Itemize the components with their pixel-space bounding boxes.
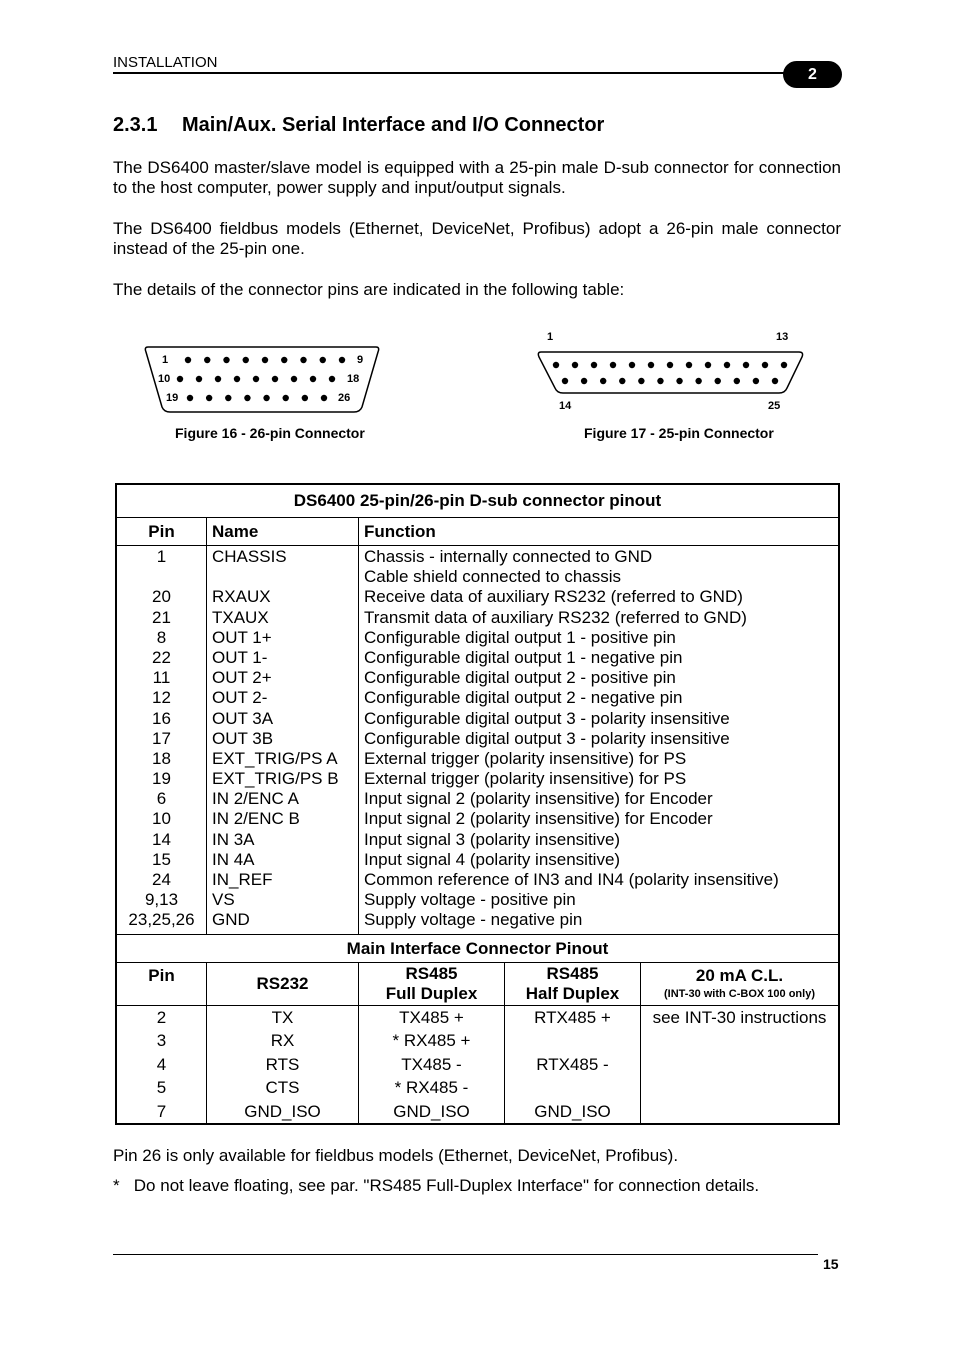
table-cell-name: EXT_TRIG/PS A xyxy=(212,748,338,768)
connector-pin-dot xyxy=(562,378,568,384)
figure-16-caption: Figure 16 - 26-pin Connector xyxy=(175,425,365,441)
table-cell-pin: 14 xyxy=(152,829,171,849)
main-cell-half: RTX485 - xyxy=(536,1054,609,1074)
connector-pin-dot xyxy=(724,362,730,368)
main-cell-rs232: RTS xyxy=(265,1054,300,1074)
main-header-rs485-full xyxy=(359,962,505,1005)
connector-pin-dot xyxy=(686,362,692,368)
connector-pin-dot xyxy=(283,395,289,401)
note-pin-26: Pin 26 is only available for fieldbus models (Ethernet, DeviceNet, Profibus). xyxy=(113,1146,679,1165)
main-rs232-column xyxy=(207,1005,359,1124)
main-cell-full: GND_ISO xyxy=(393,1101,470,1121)
table-cell-function: Configurable digital output 2 - negative pin xyxy=(364,688,683,708)
main-cell-cl: see INT-30 instructions xyxy=(652,1007,827,1027)
table-cell-pin: 21 xyxy=(152,607,171,627)
table-cell-pin: 8 xyxy=(156,627,167,647)
table-cell-function: Receive data of auxiliary RS232 (referred to GND) xyxy=(364,587,743,607)
main-header-rs232: RS232 xyxy=(207,962,359,1005)
connector-pin-dot xyxy=(581,378,587,384)
table-cell-pin: 20 xyxy=(152,587,171,607)
column-header-pin: Pin xyxy=(116,518,207,546)
connector-pin-dot xyxy=(215,376,221,382)
connector-pin-dot xyxy=(715,378,721,384)
connector-pin-dot xyxy=(705,362,711,368)
pin-label-18: 18 xyxy=(347,373,360,385)
table-cell-function: Cable shield connected to chassis xyxy=(364,567,622,587)
main-cell-cl xyxy=(641,1076,838,1100)
main-cell-half xyxy=(505,1029,640,1053)
paragraph-2: The DS6400 fieldbus models (Ethernet, DeviceNet, Profibus) adopt a 26-pin male connector instead of the 25-pin one. xyxy=(113,219,841,258)
table-cell-pin: 10 xyxy=(152,809,171,829)
connector-pin-dot xyxy=(310,376,316,382)
connector-pin-dot xyxy=(320,357,326,363)
paragraph-3: The details of the connector pins are indicated in the following table: xyxy=(113,280,625,299)
connector-pin-dot xyxy=(638,378,644,384)
main-cell-half xyxy=(505,1076,640,1100)
connector-pin-dot xyxy=(667,362,673,368)
table-cell-function: Configurable digital output 3 - polarity insensitive xyxy=(364,708,730,728)
main-cell-cl xyxy=(641,1100,838,1124)
table-cell-pin: 24 xyxy=(152,870,171,889)
table-cell-pin: 1 xyxy=(156,547,167,566)
rs485-half-line1: RS485 xyxy=(546,963,599,983)
table-cell-name: OUT 3A xyxy=(212,708,274,728)
table-cell-name: CHASSIS xyxy=(212,547,287,566)
table-cell-name: EXT_TRIG/PS B xyxy=(212,769,339,789)
main-cell-pin: 2 xyxy=(156,1007,167,1027)
pin-label-26: 26 xyxy=(338,392,351,404)
table-cell-name: VS xyxy=(212,890,235,910)
table-cell-name: IN 3A xyxy=(212,829,255,849)
table-cell-function: Input signal 4 (polarity insensitive) xyxy=(364,849,621,869)
connector-pin-dot xyxy=(225,395,231,401)
connector-pin-dot xyxy=(329,376,335,382)
table-cell-pin: 22 xyxy=(152,647,171,667)
table-cell-pin: 18 xyxy=(152,748,171,768)
pin-label-9: 9 xyxy=(357,354,364,366)
table-cell-pin: 17 xyxy=(152,728,171,748)
connector-pin-dot xyxy=(629,362,635,368)
pin-label-1: 1 xyxy=(162,354,169,366)
table-cell-name: IN 4A xyxy=(212,849,255,869)
section-title: Main/Aux. Serial Interface and I/O Connector xyxy=(182,114,605,136)
pin-label-1: 1 xyxy=(547,331,554,343)
main-cell-pin: 3 xyxy=(156,1031,167,1051)
table-cell-name: TXAUX xyxy=(212,607,269,627)
connector-pin-dot xyxy=(734,378,740,384)
pin-column xyxy=(116,546,207,935)
note-rs485-floating: * Do not leave floating, see par. "RS485 Full-Duplex Interface" for connection details. xyxy=(113,1176,760,1195)
table-cell-name: GND xyxy=(212,910,250,930)
connector-pin-dot xyxy=(204,357,210,363)
connector-pin-dot xyxy=(263,395,269,401)
table-cell-function: Common reference of IN3 and IN4 (polarity insensitive) xyxy=(364,870,779,889)
main-cell-rs232: GND_ISO xyxy=(244,1101,321,1121)
column-header-name: Name xyxy=(207,518,359,546)
connector-pin-dot xyxy=(753,378,759,384)
table-cell-function: External trigger (polarity insensitive) for PS xyxy=(364,769,687,789)
table-cell-pin: 12 xyxy=(152,688,171,708)
connector-pin-dot xyxy=(243,357,249,363)
table-cell-function: Supply voltage - negative pin xyxy=(364,910,583,930)
connector-pin-dot xyxy=(619,378,625,384)
main-cell-pin: 7 xyxy=(156,1101,167,1121)
footer-rule xyxy=(113,1254,818,1255)
main-cell-cl xyxy=(641,1029,838,1053)
table-cell-function: Input signal 3 (polarity insensitive) xyxy=(364,829,621,849)
table-cell-function: Configurable digital output 1 - positive pin xyxy=(364,627,676,647)
pinout-table xyxy=(115,483,840,1125)
table-cell-name: IN_REF xyxy=(212,870,273,889)
current-loop-line1: 20 mA C.L. xyxy=(695,965,784,985)
function-column xyxy=(359,546,840,935)
connector-pin-dot xyxy=(321,395,327,401)
connector-pin-dot xyxy=(196,376,202,382)
connector-pin-dot xyxy=(553,362,559,368)
table-cell-pin: 19 xyxy=(152,769,171,789)
main-cell-rs232: CTS xyxy=(265,1078,300,1098)
running-header: INSTALLATION xyxy=(113,54,218,71)
page-number: 15 xyxy=(823,1256,839,1272)
table-cell-pin: 6 xyxy=(156,789,167,809)
main-cell-rs232: RX xyxy=(270,1031,295,1051)
table-cell-name xyxy=(212,567,358,587)
connector-pin-dot xyxy=(648,362,654,368)
connector-pin-dot xyxy=(187,395,193,401)
connector-pin-dot xyxy=(291,376,297,382)
chapter-badge: 2 xyxy=(783,61,842,88)
connector-pin-dot xyxy=(281,357,287,363)
connector-pin-dot xyxy=(657,378,663,384)
table-cell-function: Input signal 2 (polarity insensitive) for Encoder xyxy=(364,789,713,809)
main-rs485-half-column xyxy=(505,1005,641,1124)
connector-26-pin-diagram xyxy=(140,340,385,420)
connector-pin-dot xyxy=(591,362,597,368)
connector-pin-dot xyxy=(762,362,768,368)
connector-pin-dot xyxy=(781,362,787,368)
header-rule xyxy=(113,72,785,74)
table-cell-name: IN 2/ENC A xyxy=(212,789,299,809)
figure-17-caption: Figure 17 - 25-pin Connector xyxy=(584,425,774,441)
connector-pin-dot xyxy=(743,362,749,368)
table-cell-pin: 16 xyxy=(152,708,171,728)
rs485-full-line1: RS485 xyxy=(405,963,458,983)
table-cell-function: External trigger (polarity insensitive) for PS xyxy=(364,748,687,768)
connector-pin-dot xyxy=(772,378,778,384)
table-cell-name: IN 2/ENC B xyxy=(212,809,300,829)
table-cell-function: Configurable digital output 3 - polarity insensitive xyxy=(364,728,730,748)
main-header-current-loop xyxy=(641,962,840,1005)
column-header-function: Function xyxy=(359,518,840,546)
main-cell-full: * RX485 + xyxy=(392,1031,471,1051)
paragraph-1: The DS6400 master/slave model is equipped with a 25-pin male D-sub connector for connection to the host computer, power supply and input/output signals. xyxy=(113,158,841,197)
main-rs485-full-column xyxy=(359,1005,505,1124)
main-cell-half: GND_ISO xyxy=(534,1101,611,1121)
connector-pin-dot xyxy=(185,357,191,363)
name-column xyxy=(207,546,359,935)
pin-label-10: 10 xyxy=(158,373,171,385)
main-cell-pin: 5 xyxy=(156,1078,167,1098)
current-loop-line2: (INT-30 with C-BOX 100 only) xyxy=(664,987,815,1000)
connector-25-pin-diagram xyxy=(535,325,810,417)
connector-pin-dot xyxy=(244,395,250,401)
table-cell-function: Configurable digital output 2 - positive pin xyxy=(364,668,676,688)
connector-pin-dot xyxy=(300,357,306,363)
table-cell-name: OUT 2+ xyxy=(212,668,272,688)
rs485-full-line2: Full Duplex xyxy=(385,983,478,1003)
main-cell-full: TX485 + xyxy=(399,1007,464,1027)
table-cell-pin: 11 xyxy=(152,668,171,688)
rs485-half-line2: Half Duplex xyxy=(525,983,620,1003)
connector-pin-dot xyxy=(234,376,240,382)
main-cell-rs232: TX xyxy=(271,1007,294,1027)
main-header-pin: Pin xyxy=(116,962,207,1005)
table-cell-pin: 9,13 xyxy=(144,890,179,910)
pin-label-14: 14 xyxy=(559,400,572,412)
pin-label-25: 25 xyxy=(768,400,781,412)
connector-pin-dot xyxy=(676,378,682,384)
main-cell-cl xyxy=(641,1053,838,1077)
main-cell-pin: 4 xyxy=(156,1054,167,1074)
pin-label-13: 13 xyxy=(776,331,789,343)
section-number: 2.3.1 xyxy=(113,114,158,136)
table-cell-function: Supply voltage - positive pin xyxy=(364,890,576,910)
main-interface-title: Main Interface Connector Pinout xyxy=(116,934,839,962)
main-cell-full: * RX485 - xyxy=(394,1078,469,1098)
main-pin-column xyxy=(116,1005,207,1124)
connector-pin-dot xyxy=(262,357,268,363)
table-cell-function: Transmit data of auxiliary RS232 (referred to GND) xyxy=(364,607,747,627)
table-cell-pin: 23,25,26 xyxy=(128,910,195,930)
connector-pin-dot xyxy=(610,362,616,368)
pin-label-19: 19 xyxy=(166,392,179,404)
connector-pin-dot xyxy=(600,378,606,384)
connector-pin-dot xyxy=(272,376,278,382)
connector-pin-dot xyxy=(695,378,701,384)
connector-pin-dot xyxy=(302,395,308,401)
main-cell-full: TX485 - xyxy=(401,1054,462,1074)
table-cell-name: OUT 2- xyxy=(212,688,268,708)
section-heading xyxy=(113,114,604,137)
table-cell-function: Chassis - internally connected to GND xyxy=(364,547,653,566)
table-cell-name: OUT 3B xyxy=(212,728,274,748)
table-cell-name: RXAUX xyxy=(212,587,271,607)
table-cell-pin: 15 xyxy=(152,849,171,869)
table-cell-pin xyxy=(117,567,206,587)
connector-pin-dot xyxy=(223,357,229,363)
connector-pin-dot xyxy=(177,376,183,382)
main-header-rs485-half xyxy=(505,962,641,1005)
connector-pin-dot xyxy=(339,357,345,363)
table-cell-function: Input signal 2 (polarity insensitive) for Encoder xyxy=(364,809,713,829)
table-cell-function: Configurable digital output 1 - negative pin xyxy=(364,647,683,667)
connector-pin-dot xyxy=(253,376,259,382)
connector-pin-dot xyxy=(572,362,578,368)
table-cell-name: OUT 1- xyxy=(212,647,268,667)
main-current-loop-column xyxy=(641,1005,840,1124)
table-cell-name: OUT 1+ xyxy=(212,627,272,647)
main-cell-half: RTX485 + xyxy=(534,1007,611,1027)
table-title: DS6400 25-pin/26-pin D-sub connector pinout xyxy=(116,484,839,518)
connector-pin-dot xyxy=(206,395,212,401)
